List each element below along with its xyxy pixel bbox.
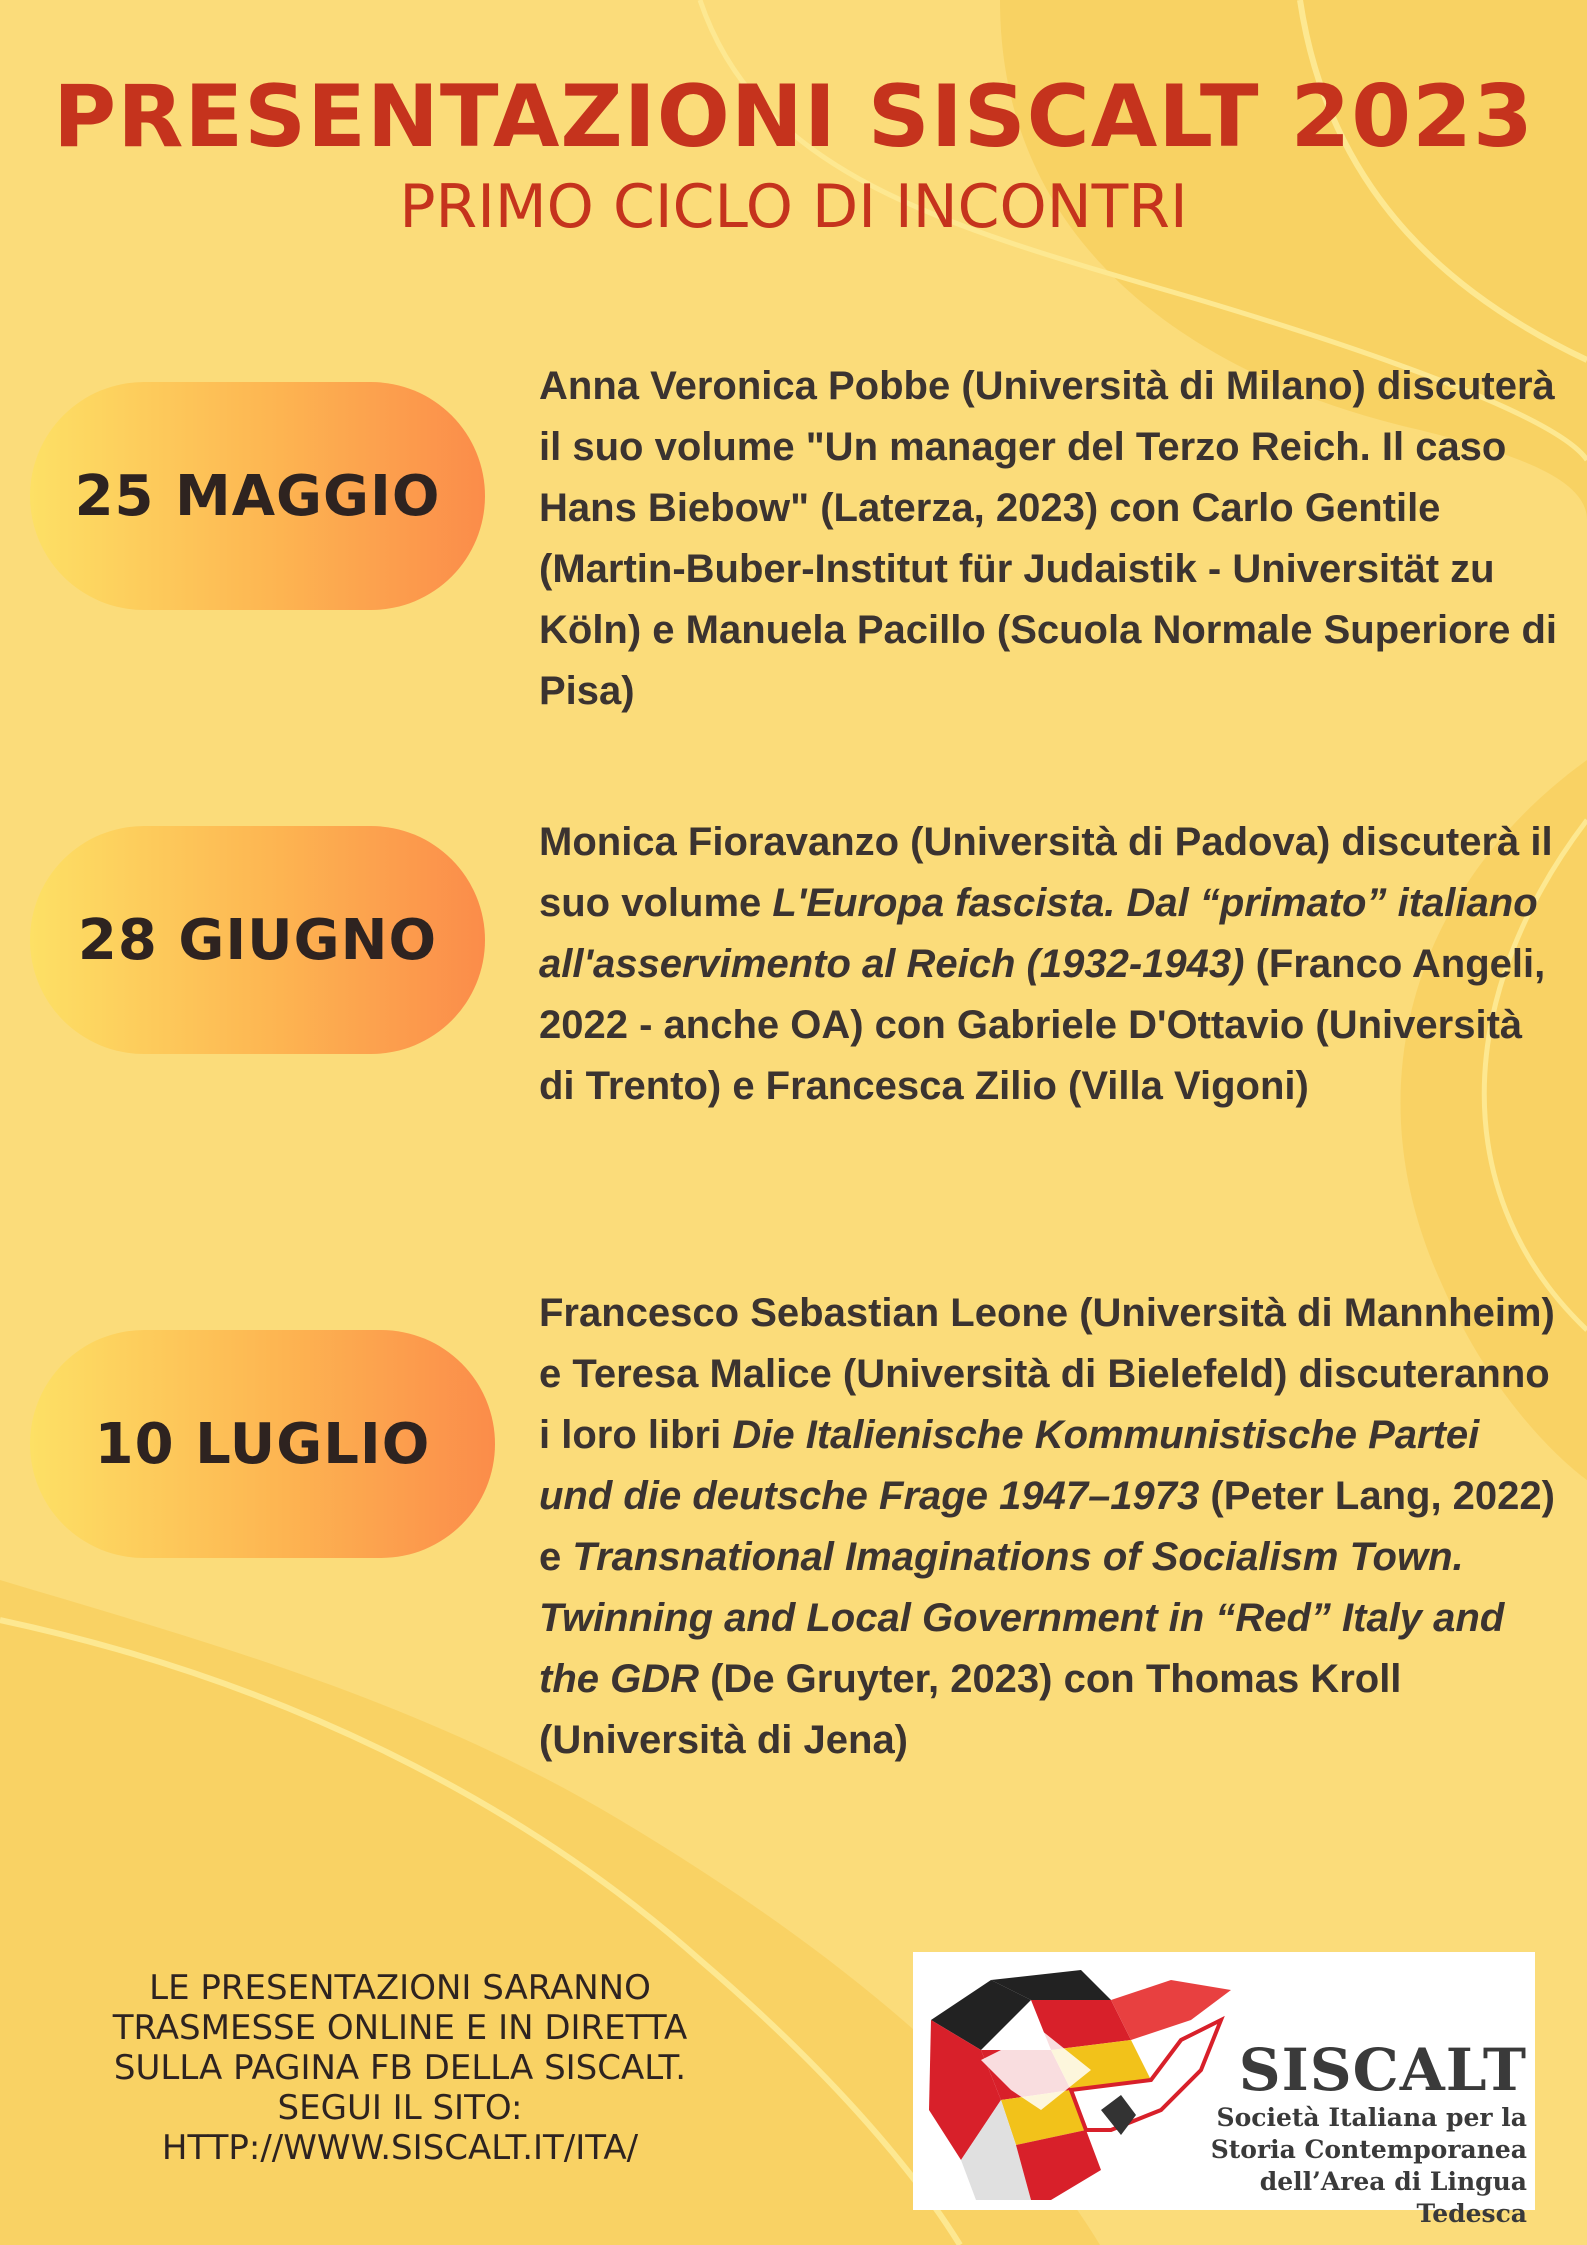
footer-line-2: TRASMESSE ONLINE E IN DIRETTA: [112, 2008, 688, 2048]
footer-note: [60, 1968, 740, 2168]
date-pill-3: 10 LUGLIO: [30, 1330, 495, 1558]
event-2-book-title: L'Europa fascista. Dal “primato” italiano all'asservimento al Reich (1932-1943): [539, 881, 1538, 986]
event-description-3: [539, 1283, 1559, 1771]
footer-line-4: SEGUI IL SITO:: [277, 2088, 523, 2128]
event-3-text-b: (Peter Lang, 2022) e: [539, 1474, 1555, 1579]
logo-tagline: [1153, 2102, 1527, 2230]
event-1-text: Anna Veronica Pobbe (Università di Milano) discuterà il suo volume "Un manager del Terzo Reich. Il caso Hans Biebow" (Laterza, 2023) con Carlo Gentile (Martin-Buber-Institut für Judaistik - Universität zu Köln) e Manuela Pacillo (Scuola Normale Superiore di Pisa): [539, 364, 1558, 713]
event-2-text-a: Monica Fioravanzo (Università di Padova) discuterà il suo volume: [539, 820, 1553, 925]
date-pill-1: 25 MAGGIO: [30, 382, 485, 610]
date-pill-2: 28 GIUGNO: [30, 826, 485, 1054]
event-2-text-b: (Franco Angeli, 2022 - anche OA) con Gabriele D'Ottavio (Università di Trento) e Francesca Zilio (Villa Vigoni): [539, 942, 1546, 1108]
event-3-text-c: (De Gruyter, 2023) con Thomas Kroll (Università di Jena): [539, 1657, 1402, 1762]
siscalt-logo: [913, 1952, 1535, 2228]
page-subtitle: PRIMO CICLO DI INCONTRI: [399, 172, 1188, 242]
logo-tagline-2: Storia Contemporanea: [1210, 2135, 1527, 2164]
footer-line-3: SULLA PAGINA FB DELLA SISCALT.: [113, 2048, 687, 2088]
logo-tagline-1: Società Italiana per la: [1216, 2103, 1527, 2132]
page-title: PRESENTAZIONI SISCALT 2023: [53, 67, 1534, 167]
logo-tagline-3: dell’Area di Lingua Tedesca: [1259, 2167, 1527, 2228]
footer-website-link[interactable]: HTTP://WWW.SISCALT.IT/ITA/: [161, 2128, 639, 2168]
event-description-2: [539, 812, 1559, 1117]
event-3-book-title-1: Die Italienische Kommunistische Partei und die deutsche Frage 1947–1973: [539, 1413, 1480, 1518]
footer-line-1: LE PRESENTAZIONI SARANNO: [149, 1968, 651, 2008]
event-3-text-a: Francesco Sebastian Leone (Università di Mannheim) e Teresa Malice (Università di Bielefeld) discuteranno i loro libri: [539, 1291, 1555, 1457]
event-3-book-title-2: Transnational Imaginations of Socialism Town. Twinning and Local Government in “Red” Italy and the GDR: [539, 1535, 1505, 1701]
logo-name: SISCALT: [1238, 2036, 1527, 2104]
event-description-1: [539, 356, 1559, 722]
header: [0, 62, 1587, 242]
